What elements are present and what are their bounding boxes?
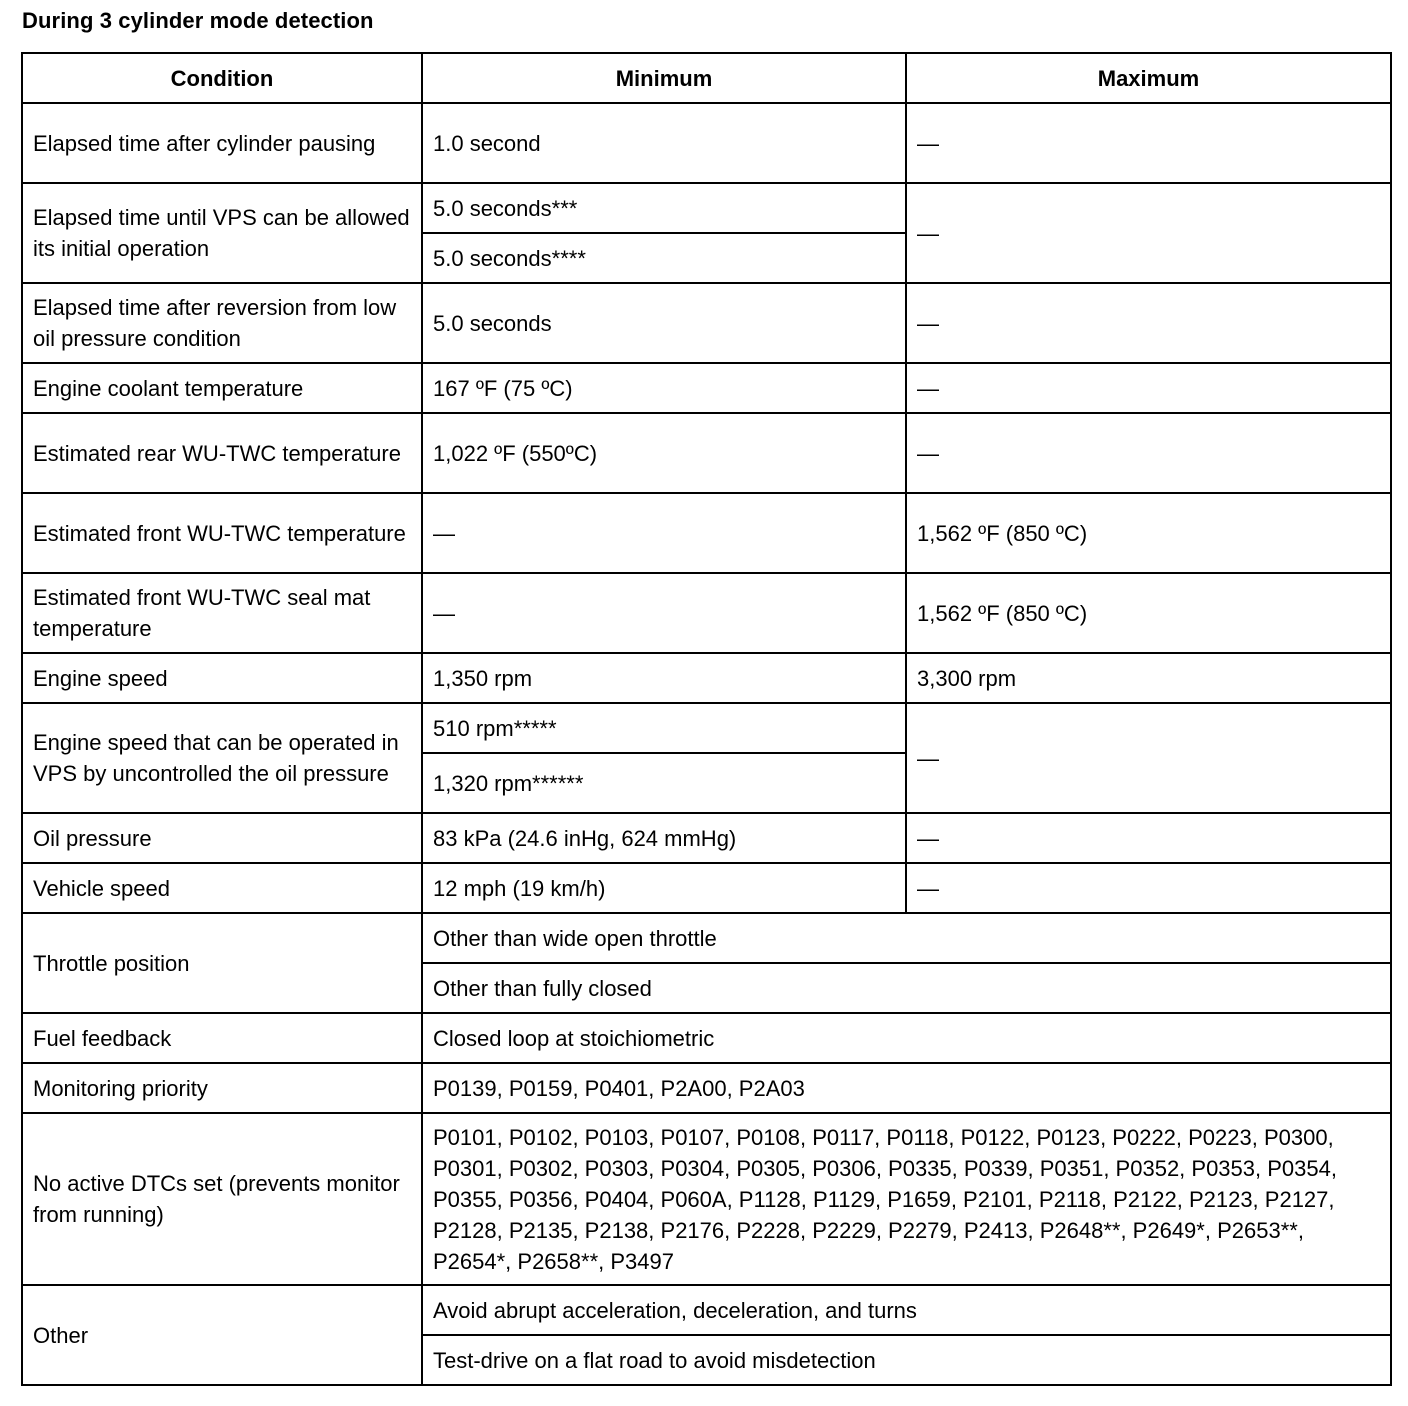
condition-cell: Estimated rear WU-TWC temperature bbox=[22, 413, 422, 493]
minimum-cell: 1,350 rpm bbox=[422, 653, 906, 703]
condition-cell: Oil pressure bbox=[22, 813, 422, 863]
table-row bbox=[22, 653, 1391, 703]
table-row bbox=[22, 283, 1391, 363]
table-row bbox=[22, 183, 1391, 233]
condition-cell: Throttle position bbox=[22, 913, 422, 1013]
minimum-cell: — bbox=[422, 493, 906, 573]
maximum-cell: 1,562 ºF (850 ºC) bbox=[906, 573, 1391, 653]
minimum-cell: 1,022 ºF (550ºC) bbox=[422, 413, 906, 493]
table-row bbox=[22, 363, 1391, 413]
condition-cell: Engine speed bbox=[22, 653, 422, 703]
table-row bbox=[22, 413, 1391, 493]
minimum-cell: 5.0 seconds*** bbox=[422, 183, 906, 233]
page-title: During 3 cylinder mode detection bbox=[22, 8, 374, 33]
minimum-cell: — bbox=[422, 573, 906, 653]
condition-cell: Elapsed time after cylinder pausing bbox=[22, 103, 422, 183]
maximum-cell: — bbox=[906, 183, 1391, 283]
value-cell: Other than fully closed bbox=[422, 963, 1391, 1013]
condition-cell: No active DTCs set (prevents monitor from running) bbox=[22, 1113, 422, 1285]
value-cell: Avoid abrupt acceleration, deceleration, and turns bbox=[422, 1285, 1391, 1335]
minimum-cell: 5.0 seconds**** bbox=[422, 233, 906, 283]
header-condition: Condition bbox=[22, 53, 422, 103]
table-row bbox=[22, 1113, 1391, 1285]
condition-cell: Elapsed time after reversion from low oil pressure condition bbox=[22, 283, 422, 363]
minimum-cell: 5.0 seconds bbox=[422, 283, 906, 363]
maximum-cell: 3,300 rpm bbox=[906, 653, 1391, 703]
maximum-cell: — bbox=[906, 813, 1391, 863]
condition-cell: Elapsed time until VPS can be allowed its initial operation bbox=[22, 183, 422, 283]
table-row bbox=[22, 913, 1391, 963]
maximum-cell: — bbox=[906, 283, 1391, 363]
condition-cell: Monitoring priority bbox=[22, 1063, 422, 1113]
condition-cell: Other bbox=[22, 1285, 422, 1385]
condition-cell: Engine coolant temperature bbox=[22, 363, 422, 413]
condition-cell: Estimated front WU-TWC seal mat temperature bbox=[22, 573, 422, 653]
table-row bbox=[22, 103, 1391, 183]
condition-cell: Estimated front WU-TWC temperature bbox=[22, 493, 422, 573]
table-row bbox=[22, 1063, 1391, 1113]
maximum-cell: — bbox=[906, 863, 1391, 913]
table-row bbox=[22, 1285, 1391, 1335]
header-row bbox=[22, 53, 1391, 103]
maximum-cell: — bbox=[906, 413, 1391, 493]
maximum-cell: 1,562 ºF (850 ºC) bbox=[906, 493, 1391, 573]
table-row bbox=[22, 703, 1391, 753]
conditions-table bbox=[21, 52, 1392, 1386]
table-row bbox=[22, 863, 1391, 913]
header-maximum: Maximum bbox=[906, 53, 1391, 103]
condition-cell: Engine speed that can be operated in VPS by uncontrolled the oil pressure bbox=[22, 703, 422, 813]
value-cell: Test-drive on a flat road to avoid misdetection bbox=[422, 1335, 1391, 1385]
value-cell: P0139, P0159, P0401, P2A00, P2A03 bbox=[422, 1063, 1391, 1113]
minimum-cell: 83 kPa (24.6 inHg, 624 mmHg) bbox=[422, 813, 906, 863]
header-minimum: Minimum bbox=[422, 53, 906, 103]
maximum-cell: — bbox=[906, 363, 1391, 413]
table-row bbox=[22, 573, 1391, 653]
condition-cell: Fuel feedback bbox=[22, 1013, 422, 1063]
maximum-cell: — bbox=[906, 103, 1391, 183]
table-row bbox=[22, 1013, 1391, 1063]
minimum-cell: 1.0 second bbox=[422, 103, 906, 183]
minimum-cell: 510 rpm***** bbox=[422, 703, 906, 753]
maximum-cell: — bbox=[906, 703, 1391, 813]
table-row bbox=[22, 493, 1391, 573]
minimum-cell: 1,320 rpm****** bbox=[422, 753, 906, 813]
minimum-cell: 12 mph (19 km/h) bbox=[422, 863, 906, 913]
dtc-list-cell: P0101, P0102, P0103, P0107, P0108, P0117, P0118, P0122, P0123, P0222, P0223, P0300, P0301, P0302, P0303, P0304, P0305, P0306, P0335, P0339, P0351, P0352, P0353, P0354, P0355, P0356, P0404, P060A, P1128, P1129, P1659, P2101, P2118, P2122, P2123, P2127, P2128, P2135, P2138, P2176, P2228, P2229, P2279, P2413, P2648**, P2649*, P2653**, P2654*, P2658**, P3497 bbox=[422, 1113, 1391, 1285]
table-row bbox=[22, 813, 1391, 863]
minimum-cell: 167 ºF (75 ºC) bbox=[422, 363, 906, 413]
condition-cell: Vehicle speed bbox=[22, 863, 422, 913]
value-cell: Other than wide open throttle bbox=[422, 913, 1391, 963]
value-cell: Closed loop at stoichiometric bbox=[422, 1013, 1391, 1063]
